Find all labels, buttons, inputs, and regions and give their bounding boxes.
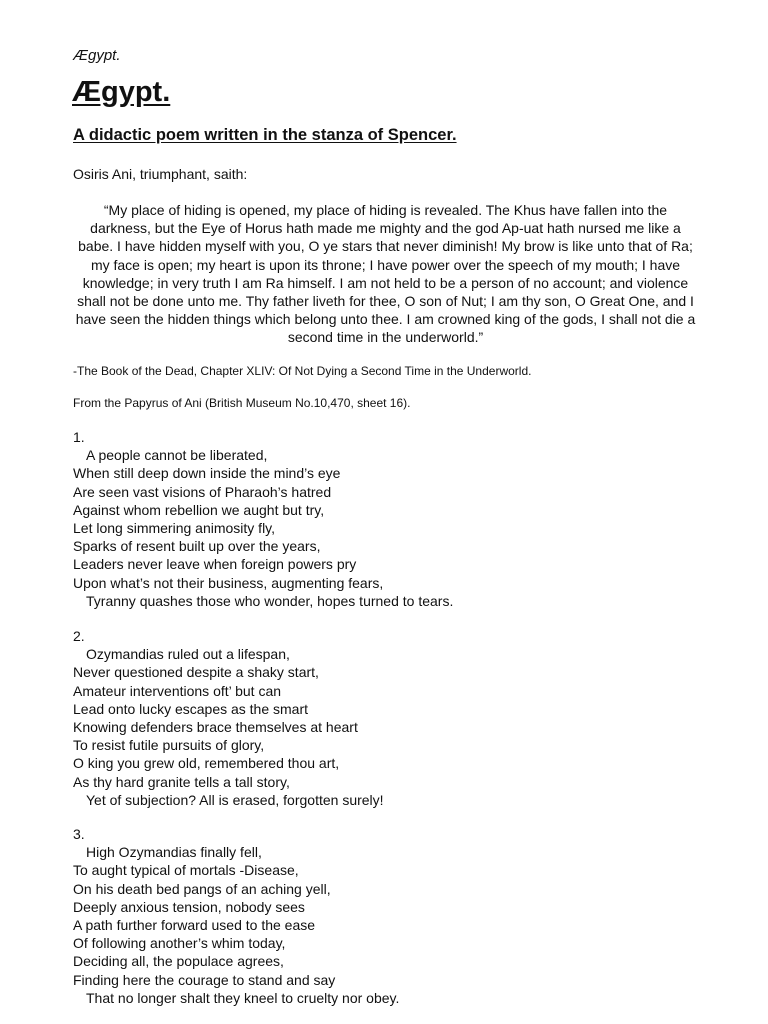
stanza-line: On his death bed pangs of an aching yell,: [73, 880, 331, 897]
stanza: [73, 627, 384, 809]
stanza-line: That no longer shalt they kneel to cruelty nor obey.: [86, 989, 400, 1006]
epigraph-citation: -The Book of the Dead, Chapter XLIV: Of Not Dying a Second Time in the Underworld.: [73, 364, 532, 378]
epigraph-intro: Osiris Ani, triumphant, saith:: [73, 166, 248, 182]
stanza-line: To aught typical of mortals -Disease,: [73, 862, 299, 879]
stanza-line: Never questioned despite a shaky start,: [73, 664, 319, 681]
stanza-line: Are seen vast visions of Pharaoh’s hatred: [73, 483, 332, 500]
stanza-line: Finding here the courage to stand and say: [73, 971, 336, 988]
stanza-line: When still deep down inside the mind’s eye: [73, 465, 341, 482]
stanza-line: Of following another’s whim today,: [73, 935, 286, 952]
stanza-line: O king you grew old, remembered thou art,: [73, 755, 340, 772]
stanza-line: Deciding all, the populace agrees,: [73, 953, 284, 970]
epigraph-source: From the Papyrus of Ani (British Museum No.10,470, sheet 16).: [73, 396, 411, 410]
stanza-line: To resist futile pursuits of glory,: [73, 737, 265, 754]
stanza-number: 1.: [73, 429, 85, 445]
stanza: [73, 825, 399, 1007]
stanza-number: 2.: [73, 628, 85, 644]
stanza-line: As thy hard granite tells a tall story,: [73, 773, 290, 790]
stanza-line: Against whom rebellion we aught but try,: [73, 501, 325, 518]
epigraph-quote: “My place of hiding is opened, my place of hiding is revealed. The Khus have fallen into the darkness, but the Eye of Horus hath made me mighty and the god Ap-uat hath nursed me like a babe. I have hidden myself with you, O ye stars that never diminish! My brow is like unto that of Ra; my face is open; my heart is upon its throne; I have power over the speech of my mouth; I have knowledge; in very truth I am Ra himself. I am not held to be a person of no account; and violence shall not be done unto me. Thy father liveth for thee, O son of Nut; I am thy son, O Great One, and I have seen the hidden things which belong unto thee. I am crowned king of the gods, I shall not die a second time in the underworld.”: [75, 202, 696, 346]
stanza-number: 3.: [73, 826, 85, 842]
stanza-line: Deeply anxious tension, nobody sees: [73, 898, 305, 915]
stanza-line: Amateur interventions oft’ but can: [73, 682, 282, 699]
stanza-line: A people cannot be liberated,: [86, 447, 268, 464]
stanza: [73, 428, 453, 610]
stanza-line: High Ozymandias finally fell,: [86, 844, 262, 861]
stanza-line: Ozymandias ruled out a lifespan,: [86, 646, 290, 663]
stanza-line: Yet of subjection? All is erased, forgotten surely!: [86, 791, 384, 808]
stanza-line: Knowing defenders brace themselves at heart: [73, 719, 358, 736]
stanza-line: A path further forward used to the ease: [73, 917, 316, 934]
running-head: Ægypt.: [73, 47, 121, 64]
stanza-line: Tyranny quashes those who wonder, hopes turned to tears.: [86, 592, 454, 609]
poem-title: Ægypt.: [72, 76, 171, 108]
poem-subtitle: A didactic poem written in the stanza of Spencer.: [73, 126, 457, 144]
stanza-line: Lead onto lucky escapes as the smart: [73, 700, 309, 717]
stanza-line: Sparks of resent built up over the years,: [73, 538, 321, 555]
stanza-line: Leaders never leave when foreign powers pry: [73, 556, 357, 573]
stanza-line: Upon what’s not their business, augmenting fears,: [73, 574, 384, 591]
stanza-line: Let long simmering animosity fly,: [73, 520, 276, 537]
